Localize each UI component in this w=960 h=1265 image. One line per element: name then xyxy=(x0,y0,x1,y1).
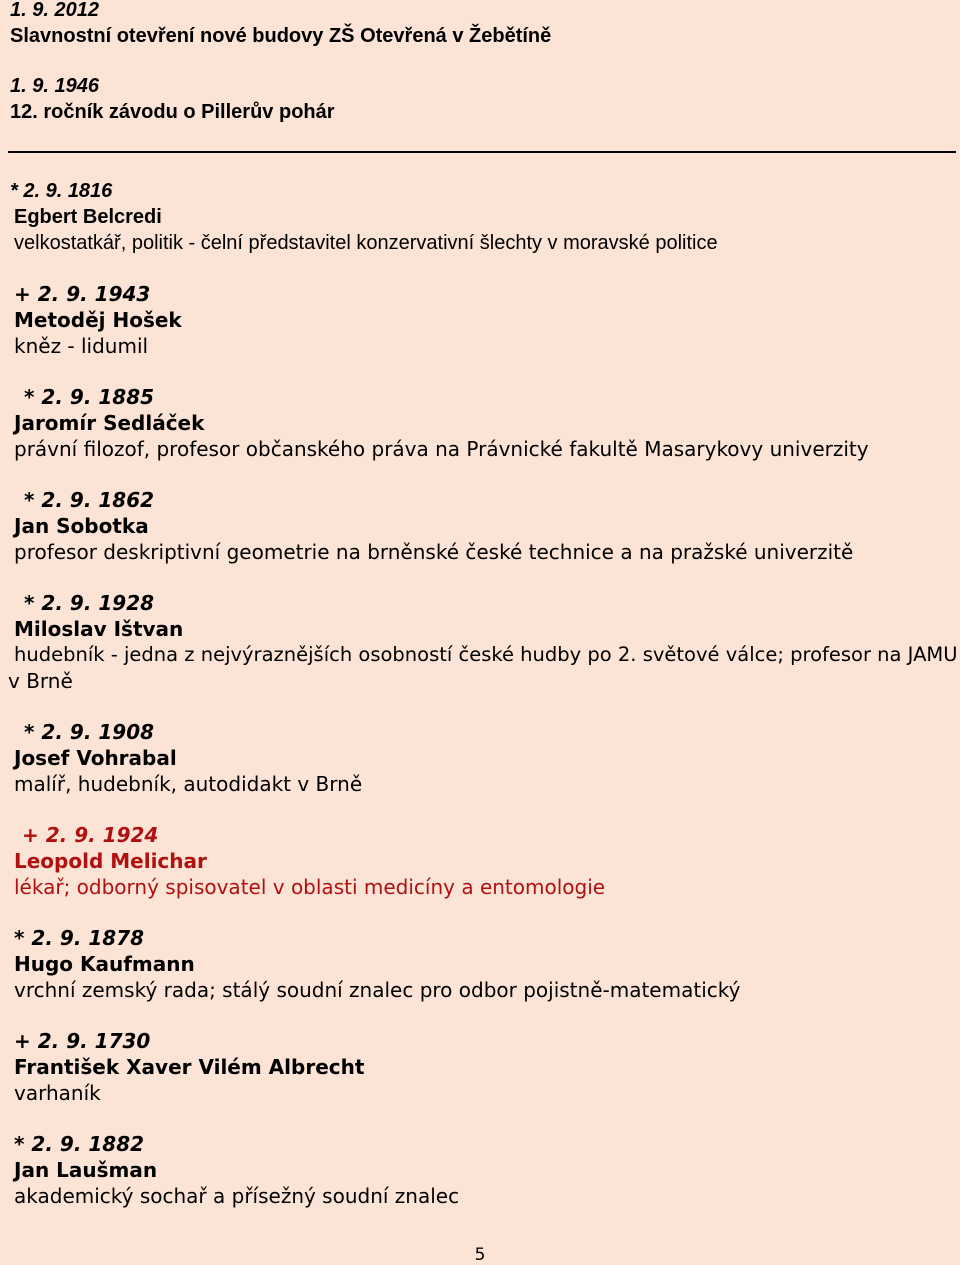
entry-date: + 2. 9. 1924 xyxy=(22,823,159,847)
entry-description: varhaník xyxy=(14,1081,101,1105)
entry-name: Miloslav Ištvan xyxy=(14,617,184,641)
entry-description: velkostatkář, politik - čelní představitel konzervativní šlechty v moravské politice xyxy=(14,232,718,254)
entry-date: * 2. 9. 1882 xyxy=(14,1132,145,1156)
page-number: 5 xyxy=(474,1245,486,1265)
entry-date: * 2. 9. 1908 xyxy=(24,720,155,744)
entry-description: profesor deskriptivní geometrie na brněnské české technice a na pražské univerzitě xyxy=(14,540,854,564)
event-date: 1. 9. 1946 xyxy=(10,75,99,97)
entry-name: Hugo Kaufmann xyxy=(14,952,195,976)
entry-date: * 2. 9. 1885 xyxy=(24,385,155,409)
entry-description: lékař; odborný spisovatel v oblasti medicíny a entomologie xyxy=(14,875,606,899)
event-title: 12. ročník závodu o Pillerův pohár xyxy=(10,101,335,123)
entry-date: + 2. 9. 1943 xyxy=(14,282,151,306)
entry-description: hudebník - jedna z nejvýraznějších osobností české hudby po 2. světové válce; profesor na JAMU xyxy=(14,643,958,666)
entry-date: * 2. 9. 1862 xyxy=(24,488,155,512)
event-title: Slavnostní otevření nové budovy ZŠ Otevřená v Žebětíně xyxy=(10,25,552,47)
entry-description: malíř, hudebník, autodidakt v Brně xyxy=(14,772,363,796)
entry-name: Jan Sobotka xyxy=(14,514,149,538)
entry-date: * 2. 9. 1878 xyxy=(14,926,145,950)
entry-name: Josef Vohrabal xyxy=(14,746,177,770)
entry-name: Leopold Melichar xyxy=(14,849,207,873)
entry-date: * 2. 9. 1816 xyxy=(10,180,113,202)
entry-date: + 2. 9. 1730 xyxy=(14,1029,151,1053)
section-divider xyxy=(8,151,956,153)
entry-description: akademický sochař a přísežný soudní znalec xyxy=(14,1184,460,1208)
event-date: 1. 9. 2012 xyxy=(10,0,99,21)
entry-description: vrchní zemský rada; stálý soudní znalec pro odbor pojistně-matematický xyxy=(14,978,741,1002)
entry-description: právní filozof, profesor občanského práva na Právnické fakultě Masarykovy univerzity xyxy=(14,437,869,461)
entry-name: Jan Laušman xyxy=(14,1158,158,1182)
entry-description: kněz - lidumil xyxy=(14,334,149,358)
entry-name: Metoděj Hošek xyxy=(14,308,182,332)
entry-name: Jaromír Sedláček xyxy=(14,411,205,435)
entry-name: Egbert Belcredi xyxy=(14,206,162,228)
entry-date: * 2. 9. 1928 xyxy=(24,591,155,615)
entry-name: František Xaver Vilém Albrecht xyxy=(14,1055,365,1079)
entry-description-continued: v Brně xyxy=(8,669,73,693)
